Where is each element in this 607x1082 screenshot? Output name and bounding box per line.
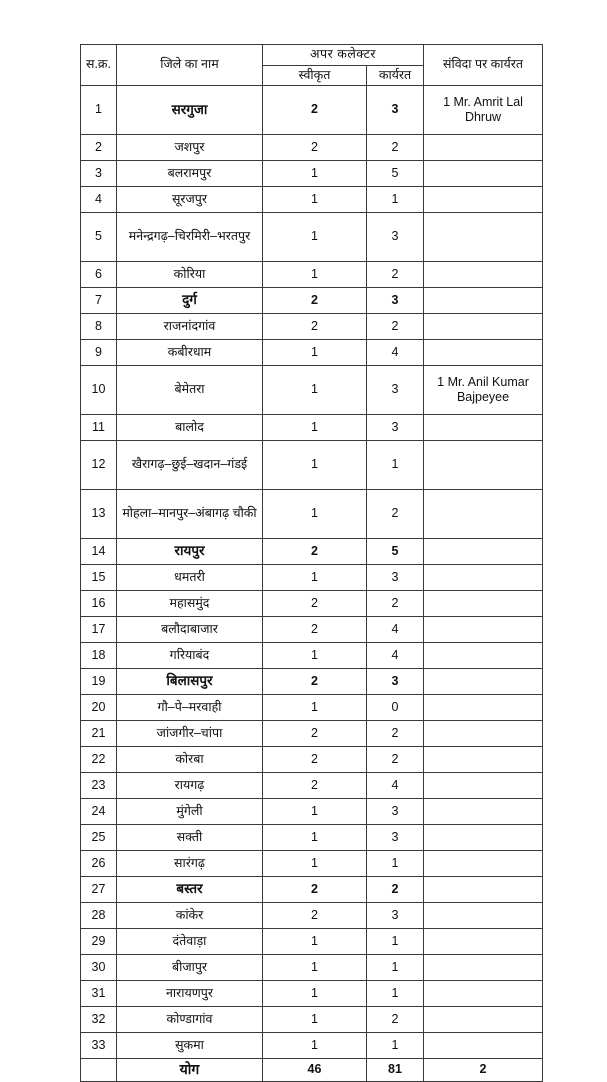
cell-contract <box>424 721 543 747</box>
cell-district: दुर्ग <box>117 288 263 314</box>
column-header-contract: संविदा पर कार्यरत <box>424 45 543 86</box>
cell-sanctioned: 1 <box>263 825 367 851</box>
cell-district: बेमेतरा <box>117 366 263 415</box>
cell-contract <box>424 1033 543 1059</box>
table-row <box>81 773 543 799</box>
cell-serial: 18 <box>81 643 117 669</box>
cell-working: 1 <box>367 955 424 981</box>
table-footer <box>81 1059 543 1082</box>
district-collector-table <box>80 44 543 1082</box>
cell-working: 1 <box>367 187 424 213</box>
cell-working: 0 <box>367 695 424 721</box>
table-row <box>81 213 543 262</box>
cell-contract <box>424 340 543 366</box>
cell-serial: 29 <box>81 929 117 955</box>
cell-serial: 12 <box>81 441 117 490</box>
cell-serial: 20 <box>81 695 117 721</box>
cell-working: 4 <box>367 773 424 799</box>
cell-serial: 17 <box>81 617 117 643</box>
cell-working: 2 <box>367 135 424 161</box>
cell-contract <box>424 490 543 539</box>
cell-sanctioned: 1 <box>263 565 367 591</box>
table-row <box>81 441 543 490</box>
cell-serial: 1 <box>81 86 117 135</box>
cell-working: 3 <box>367 825 424 851</box>
cell-contract <box>424 262 543 288</box>
cell-working: 3 <box>367 669 424 695</box>
cell-district: नारायणपुर <box>117 981 263 1007</box>
cell-district: दंतेवाड़ा <box>117 929 263 955</box>
cell-serial: 19 <box>81 669 117 695</box>
cell-working: 1 <box>367 851 424 877</box>
cell-district: मोहला–मानपुर–अंबागढ़ चौकी <box>117 490 263 539</box>
cell-district: खैरागढ़–छुई–खदान–गंडई <box>117 441 263 490</box>
cell-serial: 28 <box>81 903 117 929</box>
cell-contract <box>424 929 543 955</box>
cell-working: 2 <box>367 721 424 747</box>
cell-working: 3 <box>367 799 424 825</box>
cell-district: महासमुंद <box>117 591 263 617</box>
cell-working: 2 <box>367 747 424 773</box>
cell-contract <box>424 135 543 161</box>
cell-serial: 6 <box>81 262 117 288</box>
cell-district: गरियाबंद <box>117 643 263 669</box>
cell-sanctioned: 2 <box>263 617 367 643</box>
cell-sanctioned: 2 <box>263 288 367 314</box>
cell-sanctioned: 2 <box>263 747 367 773</box>
cell-district: सूरजपुर <box>117 187 263 213</box>
cell-sanctioned: 2 <box>263 86 367 135</box>
cell-contract <box>424 695 543 721</box>
cell-contract <box>424 539 543 565</box>
table-row <box>81 262 543 288</box>
cell-district: बालोद <box>117 415 263 441</box>
cell-serial: 25 <box>81 825 117 851</box>
cell-contract <box>424 161 543 187</box>
cell-sanctioned: 1 <box>263 366 367 415</box>
cell-district: सक्ती <box>117 825 263 851</box>
table-row <box>81 366 543 415</box>
cell-serial: 11 <box>81 415 117 441</box>
table-row <box>81 1033 543 1059</box>
cell-district: कोरिया <box>117 262 263 288</box>
cell-district: गौ–पे–मरवाही <box>117 695 263 721</box>
cell-sanctioned: 1 <box>263 799 367 825</box>
cell-contract <box>424 213 543 262</box>
column-header-group-additional-collector: अपर कलेक्टर <box>263 45 424 66</box>
cell-working: 2 <box>367 591 424 617</box>
header-row-top <box>81 45 543 66</box>
cell-serial: 15 <box>81 565 117 591</box>
cell-sanctioned: 2 <box>263 669 367 695</box>
cell-working: 4 <box>367 617 424 643</box>
cell-contract <box>424 617 543 643</box>
table-row <box>81 747 543 773</box>
cell-serial: 21 <box>81 721 117 747</box>
cell-sanctioned: 2 <box>263 877 367 903</box>
cell-contract <box>424 643 543 669</box>
cell-contract <box>424 314 543 340</box>
table-row <box>81 669 543 695</box>
total-sanctioned: 46 <box>263 1059 367 1082</box>
column-header-sanctioned: स्वीकृत <box>263 65 367 86</box>
cell-sanctioned: 2 <box>263 314 367 340</box>
cell-district: सुकमा <box>117 1033 263 1059</box>
cell-contract: 1 Mr. Anil Kumar Bajpeyee <box>424 366 543 415</box>
cell-working: 2 <box>367 314 424 340</box>
table-row <box>81 340 543 366</box>
cell-working: 4 <box>367 643 424 669</box>
table-container <box>80 44 542 1082</box>
cell-district: मनेन्द्रगढ़–चिरमिरी–भरतपुर <box>117 213 263 262</box>
cell-contract <box>424 1007 543 1033</box>
column-header-district: जिले का नाम <box>117 45 263 86</box>
cell-contract <box>424 799 543 825</box>
cell-contract <box>424 903 543 929</box>
table-row <box>81 1007 543 1033</box>
table-row <box>81 903 543 929</box>
cell-sanctioned: 1 <box>263 929 367 955</box>
table-row <box>81 981 543 1007</box>
cell-contract <box>424 565 543 591</box>
cell-sanctioned: 1 <box>263 981 367 1007</box>
cell-serial: 4 <box>81 187 117 213</box>
cell-district: कबीरधाम <box>117 340 263 366</box>
cell-district: बस्तर <box>117 877 263 903</box>
cell-serial: 26 <box>81 851 117 877</box>
cell-district: बलरामपुर <box>117 161 263 187</box>
cell-sanctioned: 2 <box>263 591 367 617</box>
cell-sanctioned: 1 <box>263 441 367 490</box>
cell-contract <box>424 187 543 213</box>
cell-working: 3 <box>367 213 424 262</box>
cell-working: 3 <box>367 903 424 929</box>
cell-serial: 5 <box>81 213 117 262</box>
cell-district: सरगुजा <box>117 86 263 135</box>
cell-district: जांजगीर–चांपा <box>117 721 263 747</box>
cell-working: 3 <box>367 366 424 415</box>
cell-sanctioned: 1 <box>263 262 367 288</box>
cell-contract <box>424 747 543 773</box>
cell-working: 1 <box>367 929 424 955</box>
cell-serial: 22 <box>81 747 117 773</box>
column-header-serial: स.क्र. <box>81 45 117 86</box>
total-serial <box>81 1059 117 1082</box>
cell-sanctioned: 1 <box>263 490 367 539</box>
cell-serial: 32 <box>81 1007 117 1033</box>
cell-working: 5 <box>367 161 424 187</box>
cell-contract: 1 Mr. Amrit Lal Dhruw <box>424 86 543 135</box>
cell-working: 2 <box>367 1007 424 1033</box>
cell-contract <box>424 981 543 1007</box>
cell-serial: 16 <box>81 591 117 617</box>
table-row <box>81 643 543 669</box>
cell-working: 3 <box>367 288 424 314</box>
cell-district: मुंगेली <box>117 799 263 825</box>
cell-working: 2 <box>367 490 424 539</box>
table-row <box>81 591 543 617</box>
cell-sanctioned: 1 <box>263 643 367 669</box>
cell-district: धमतरी <box>117 565 263 591</box>
cell-working: 1 <box>367 981 424 1007</box>
cell-sanctioned: 2 <box>263 539 367 565</box>
cell-sanctioned: 2 <box>263 773 367 799</box>
cell-sanctioned: 1 <box>263 213 367 262</box>
table-row <box>81 955 543 981</box>
table-row <box>81 86 543 135</box>
cell-working: 3 <box>367 415 424 441</box>
cell-working: 3 <box>367 565 424 591</box>
cell-serial: 10 <box>81 366 117 415</box>
cell-sanctioned: 1 <box>263 695 367 721</box>
table-row <box>81 135 543 161</box>
cell-serial: 8 <box>81 314 117 340</box>
cell-sanctioned: 1 <box>263 851 367 877</box>
table-row <box>81 490 543 539</box>
cell-working: 1 <box>367 1033 424 1059</box>
cell-serial: 14 <box>81 539 117 565</box>
table-row <box>81 565 543 591</box>
table-body <box>81 86 543 1059</box>
table-row <box>81 877 543 903</box>
table-row <box>81 314 543 340</box>
cell-serial: 23 <box>81 773 117 799</box>
cell-serial: 7 <box>81 288 117 314</box>
cell-district: जशपुर <box>117 135 263 161</box>
cell-sanctioned: 1 <box>263 161 367 187</box>
cell-contract <box>424 288 543 314</box>
cell-serial: 33 <box>81 1033 117 1059</box>
cell-sanctioned: 1 <box>263 340 367 366</box>
cell-serial: 24 <box>81 799 117 825</box>
table-row <box>81 799 543 825</box>
cell-serial: 13 <box>81 490 117 539</box>
cell-district: सारंगढ़ <box>117 851 263 877</box>
cell-sanctioned: 2 <box>263 903 367 929</box>
cell-sanctioned: 1 <box>263 415 367 441</box>
cell-contract <box>424 851 543 877</box>
cell-serial: 31 <box>81 981 117 1007</box>
cell-contract <box>424 955 543 981</box>
cell-sanctioned: 1 <box>263 955 367 981</box>
cell-contract <box>424 773 543 799</box>
cell-contract <box>424 825 543 851</box>
cell-district: बलौदाबाजार <box>117 617 263 643</box>
cell-working: 2 <box>367 877 424 903</box>
cell-serial: 27 <box>81 877 117 903</box>
table-row <box>81 929 543 955</box>
table-row <box>81 721 543 747</box>
cell-working: 3 <box>367 86 424 135</box>
cell-contract <box>424 669 543 695</box>
cell-contract <box>424 877 543 903</box>
cell-district: बिलासपुर <box>117 669 263 695</box>
cell-district: रायपुर <box>117 539 263 565</box>
total-row <box>81 1059 543 1082</box>
table-row <box>81 415 543 441</box>
cell-district: राजनांदगांव <box>117 314 263 340</box>
table-row <box>81 539 543 565</box>
cell-serial: 9 <box>81 340 117 366</box>
table-row <box>81 851 543 877</box>
cell-serial: 2 <box>81 135 117 161</box>
total-contract: 2 <box>424 1059 543 1082</box>
cell-district: कोण्डागांव <box>117 1007 263 1033</box>
cell-contract <box>424 441 543 490</box>
table-row <box>81 161 543 187</box>
table-row <box>81 695 543 721</box>
cell-working: 5 <box>367 539 424 565</box>
cell-contract <box>424 415 543 441</box>
total-label: योग <box>117 1059 263 1082</box>
table-row <box>81 288 543 314</box>
cell-district: कोरबा <box>117 747 263 773</box>
cell-sanctioned: 2 <box>263 135 367 161</box>
cell-sanctioned: 1 <box>263 187 367 213</box>
table-row <box>81 187 543 213</box>
cell-sanctioned: 1 <box>263 1007 367 1033</box>
table-row <box>81 617 543 643</box>
table-header <box>81 45 543 86</box>
cell-district: बीजापुर <box>117 955 263 981</box>
cell-working: 4 <box>367 340 424 366</box>
cell-working: 2 <box>367 262 424 288</box>
cell-sanctioned: 2 <box>263 721 367 747</box>
cell-serial: 3 <box>81 161 117 187</box>
cell-working: 1 <box>367 441 424 490</box>
table-row <box>81 825 543 851</box>
cell-contract <box>424 591 543 617</box>
cell-district: कांकेर <box>117 903 263 929</box>
cell-serial: 30 <box>81 955 117 981</box>
cell-district: रायगढ़ <box>117 773 263 799</box>
cell-sanctioned: 1 <box>263 1033 367 1059</box>
total-working: 81 <box>367 1059 424 1082</box>
column-header-working: कार्यरत <box>367 65 424 86</box>
